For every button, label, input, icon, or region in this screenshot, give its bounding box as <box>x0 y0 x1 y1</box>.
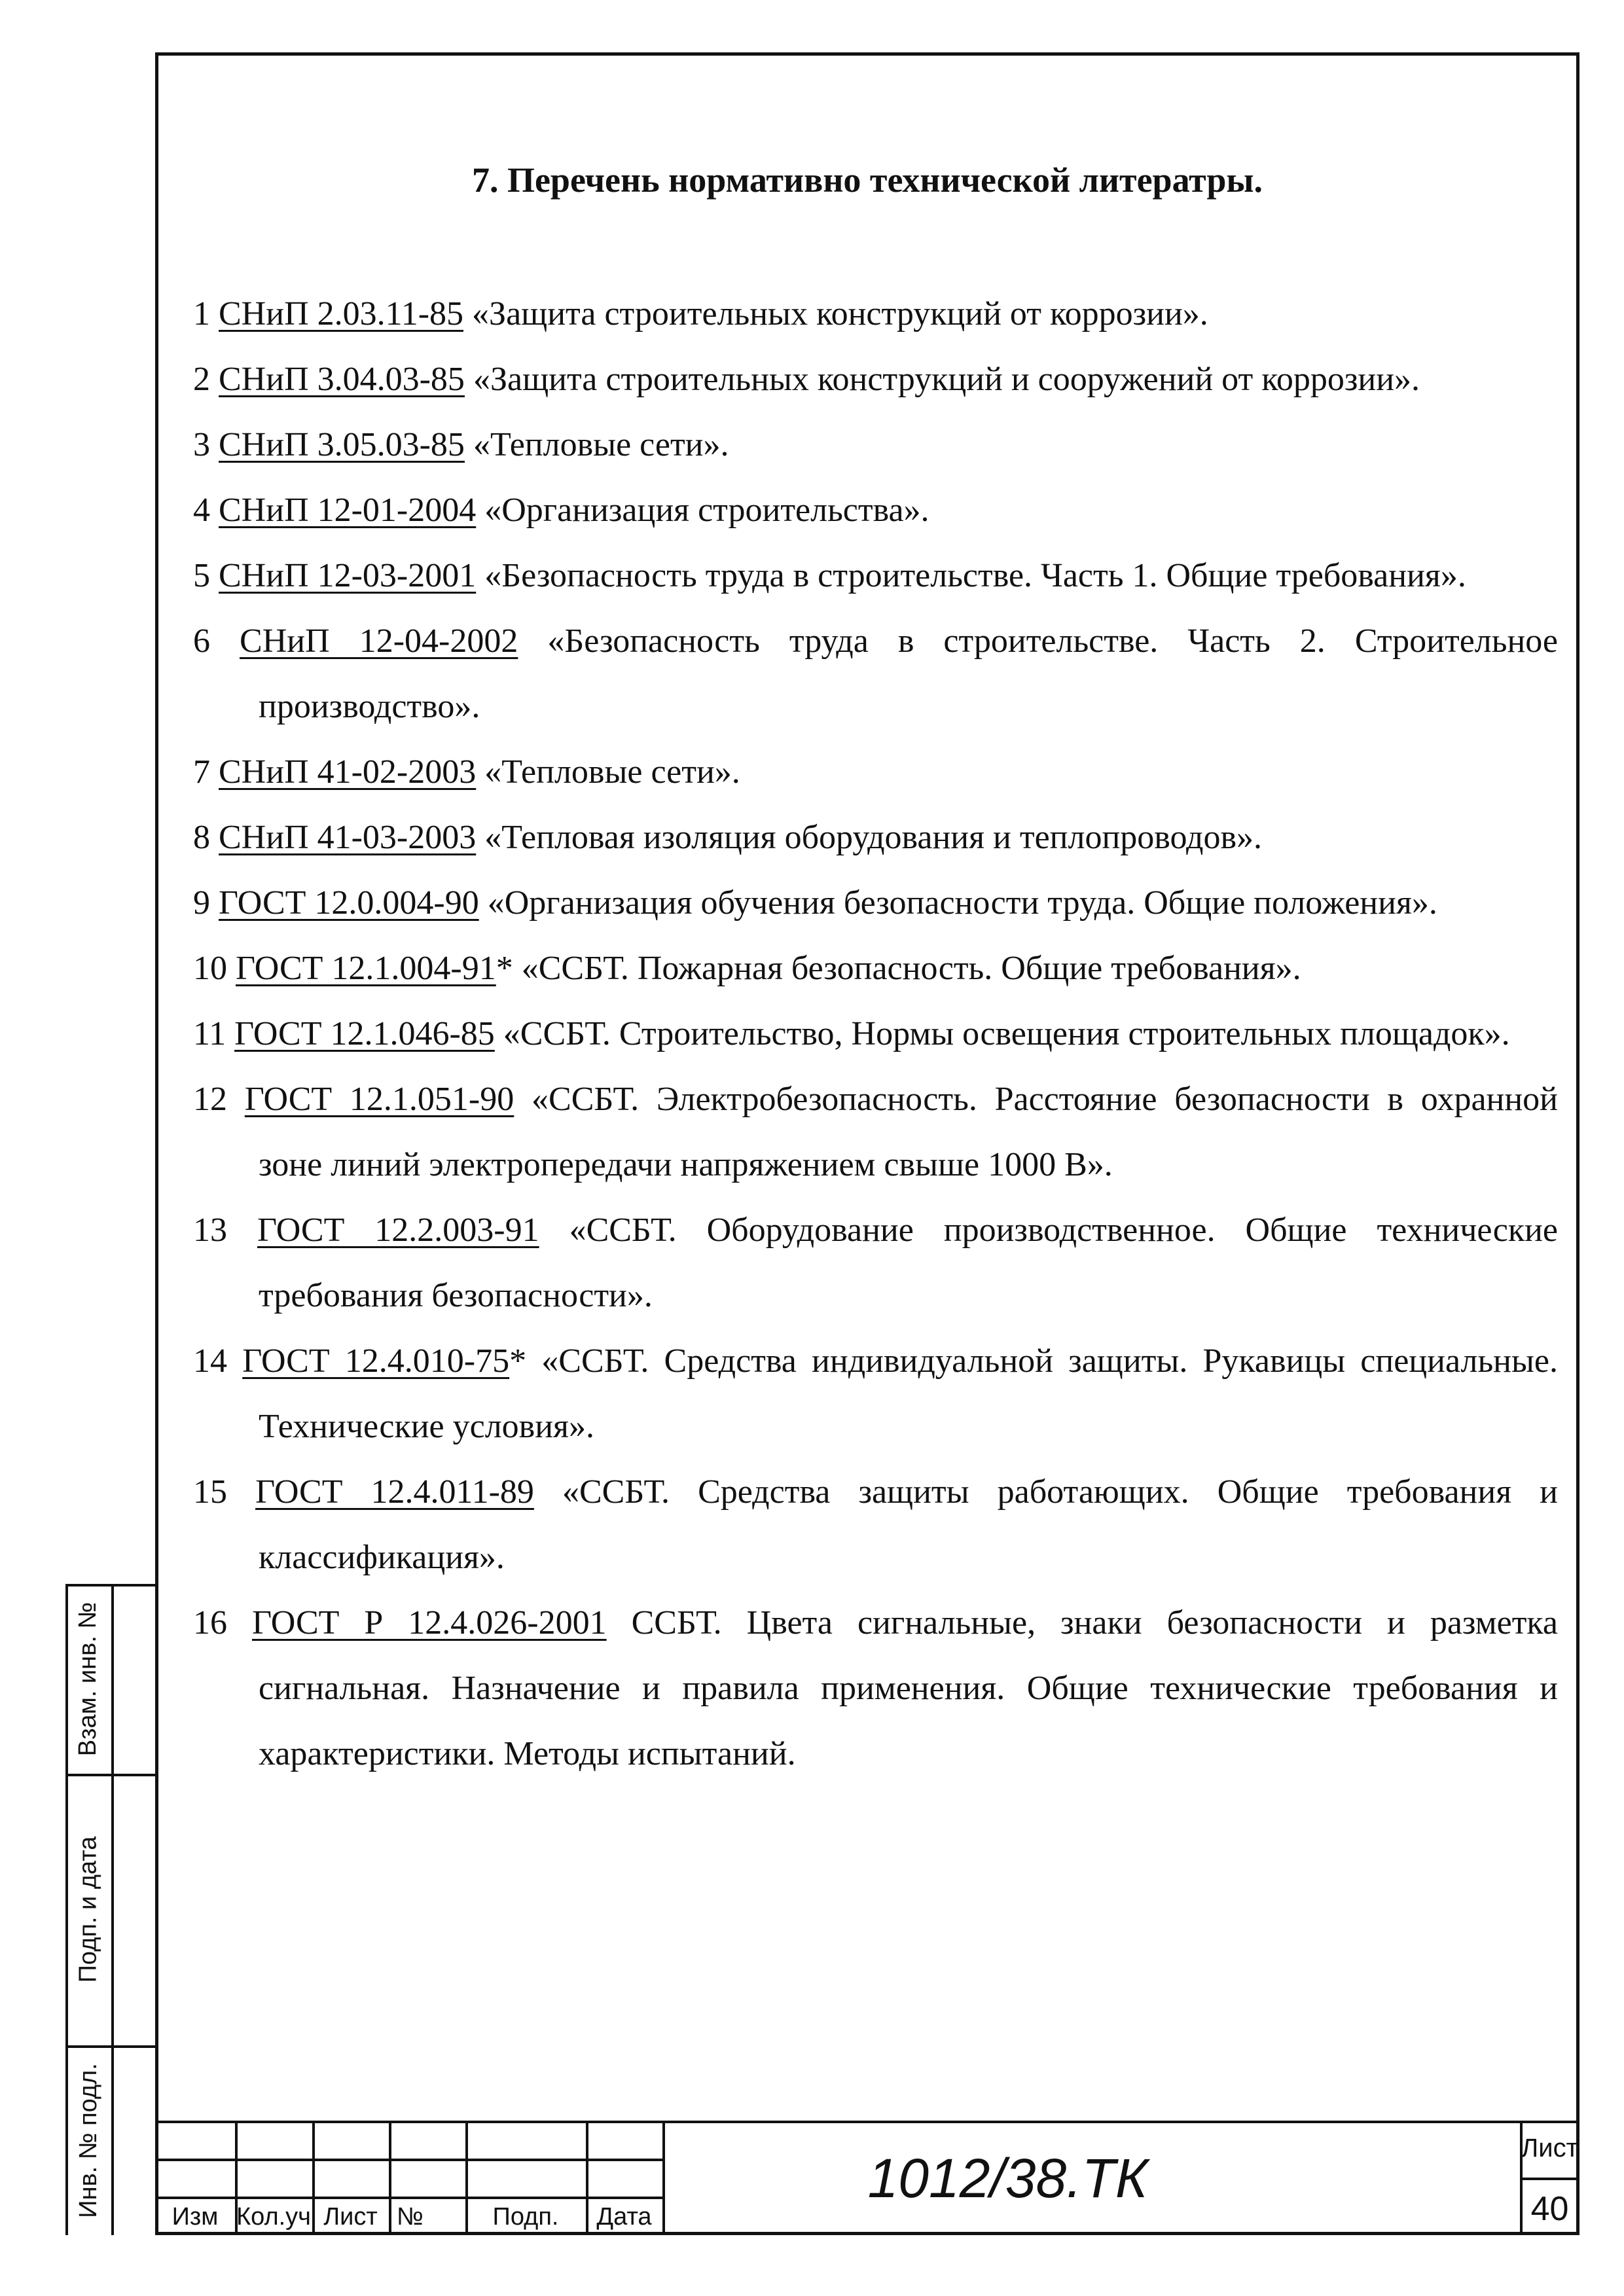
entry-number: 13 <box>193 1211 227 1249</box>
entry-number: 16 <box>193 1604 227 1641</box>
entry-title: «Безопасность труда в строительстве. Часть 2. Строительное производство». <box>259 622 1559 725</box>
bibliography-entry <box>193 1067 1558 1198</box>
bibliography-entry <box>193 870 1558 936</box>
entry-number: 15 <box>193 1473 227 1511</box>
entry-title: ССБТ. Цвета сигнальные, знаки безопасности и разметка сигнальная. Назначение и правила применения. Общие технические требования и характеристики. Методы испытаний. <box>259 1604 1558 1772</box>
bibliography-entry <box>193 478 1558 543</box>
bibliography-entry <box>193 543 1558 609</box>
standard-code: СНиП 3.05.03-85 <box>219 426 465 463</box>
title-block <box>155 2121 1579 2235</box>
entry-title: «Тепловые сети». <box>476 753 740 791</box>
entry-number: 6 <box>193 622 210 660</box>
entry-title: «ССБТ. Строительство, Нормы освещения строительных площадок». <box>494 1015 1510 1052</box>
standard-code: СНиП 12-04-2002 <box>240 622 518 660</box>
section-heading: 7. Перечень нормативно технической литератры. <box>471 160 1263 200</box>
entry-title: «Безопасность труда в строительстве. Часть 1. Общие требования». <box>476 557 1466 594</box>
bibliography-entry <box>193 412 1558 478</box>
standard-code: ГОСТ 12.2.003-91 <box>257 1211 539 1249</box>
podp-header: Подп. <box>492 2203 559 2231</box>
bibliography-entry <box>193 281 1558 347</box>
entry-title: «Тепловая изоляция оборудования и теплопроводов». <box>476 819 1262 856</box>
standard-code: ГОСТ 12.0.004-90 <box>219 884 479 922</box>
standard-code: СНиП 2.03.11-85 <box>219 295 464 332</box>
sheet-number: 40 <box>1530 2190 1569 2228</box>
sheet-cell-divider <box>1520 2178 1579 2180</box>
entry-number: 1 <box>193 295 210 332</box>
bibliography-entry <box>193 609 1558 740</box>
entry-number: 11 <box>193 1015 226 1052</box>
entry-title: «Организация строительства». <box>476 492 929 529</box>
side-stamp-divider <box>111 1584 114 2235</box>
entry-title: «ССБТ. Электробезопасность. Расстояние безопасности в охранной зоне линий электропередачи напряжением свыше 1000 В». <box>259 1081 1559 1183</box>
sheet-label: Лист <box>1521 2134 1578 2162</box>
entry-number: 2 <box>193 361 210 398</box>
number-header: № <box>397 2203 424 2231</box>
bibliography-entry <box>193 1329 1558 1460</box>
entry-title: «Защита строительных конструкций и сооружений от коррозии». <box>464 361 1420 398</box>
bibliography-entry <box>193 1001 1558 1067</box>
standard-code: ГОСТ Р 12.4.026-2001 <box>251 1604 607 1641</box>
standard-code: СНиП 12-03-2001 <box>219 557 477 594</box>
data-header: Дата <box>596 2203 652 2231</box>
standard-code: СНиП 41-03-2003 <box>219 819 477 856</box>
bibliography-list <box>193 281 1558 1787</box>
standard-code: ГОСТ 12.1.004-91 <box>236 950 496 987</box>
entry-number: 7 <box>193 753 210 791</box>
bibliography-entry <box>193 936 1558 1001</box>
title-block-line-top <box>155 2121 1579 2123</box>
standard-code: СНиП 12-01-2004 <box>219 492 477 529</box>
bibliography-entry <box>193 1198 1558 1329</box>
inv-podl-label: Инв. № подл. <box>74 2062 102 2218</box>
entry-title: «ССБТ. Средства защиты работающих. Общие требования и классификация». <box>259 1473 1558 1576</box>
standard-code: ГОСТ 12.4.011-89 <box>255 1473 534 1511</box>
standard-code: СНиП 41-02-2003 <box>219 753 477 791</box>
side-stamp <box>65 1584 155 2235</box>
izm-header: Изм <box>171 2203 219 2231</box>
bibliography-entry <box>193 1590 1558 1787</box>
entry-title: * «ССБТ. Пожарная безопасность. Общие требования». <box>496 950 1301 987</box>
standard-code: ГОСТ 12.1.046-85 <box>234 1015 495 1052</box>
entry-title: «Защита строительных конструкций от коррозии». <box>463 295 1208 332</box>
bibliography-entry <box>193 740 1558 805</box>
entry-title: «ССБТ. Оборудование производственное. Общие технические требования безопасности». <box>259 1211 1559 1314</box>
document-number: 1012/38.ТК <box>867 2147 1148 2209</box>
standard-code: ГОСТ 12.1.051-90 <box>244 1081 514 1118</box>
entry-number: 5 <box>193 557 210 594</box>
podp-data-label: Подп. и дата <box>74 1836 102 1983</box>
entry-title: * «ССБТ. Средства индивидуальной защиты. Рукавицы специальные. Технические условия». <box>259 1342 1558 1445</box>
entry-number: 8 <box>193 819 210 856</box>
bibliography-entry <box>193 347 1558 412</box>
standard-code: ГОСТ 12.4.010-75 <box>242 1342 510 1380</box>
entry-number: 12 <box>193 1081 227 1118</box>
entry-number: 14 <box>193 1342 227 1380</box>
bibliography-entry <box>193 805 1558 870</box>
entry-number: 9 <box>193 884 210 922</box>
bibliography-entry <box>193 1460 1558 1590</box>
list-header: Лист <box>323 2203 378 2231</box>
entry-number: 4 <box>193 492 210 529</box>
kol-uch-header: Кол.уч <box>236 2203 311 2231</box>
standard-code: СНиП 3.04.03-85 <box>219 361 465 398</box>
entry-number: 3 <box>193 426 210 463</box>
entry-number: 10 <box>193 950 227 987</box>
entry-title: «Организация обучения безопасности труда. Общие положения». <box>478 884 1437 922</box>
entry-title: «Тепловые сети». <box>464 426 729 463</box>
vzam-inv-label: Взам. инв. № <box>74 1602 102 1756</box>
